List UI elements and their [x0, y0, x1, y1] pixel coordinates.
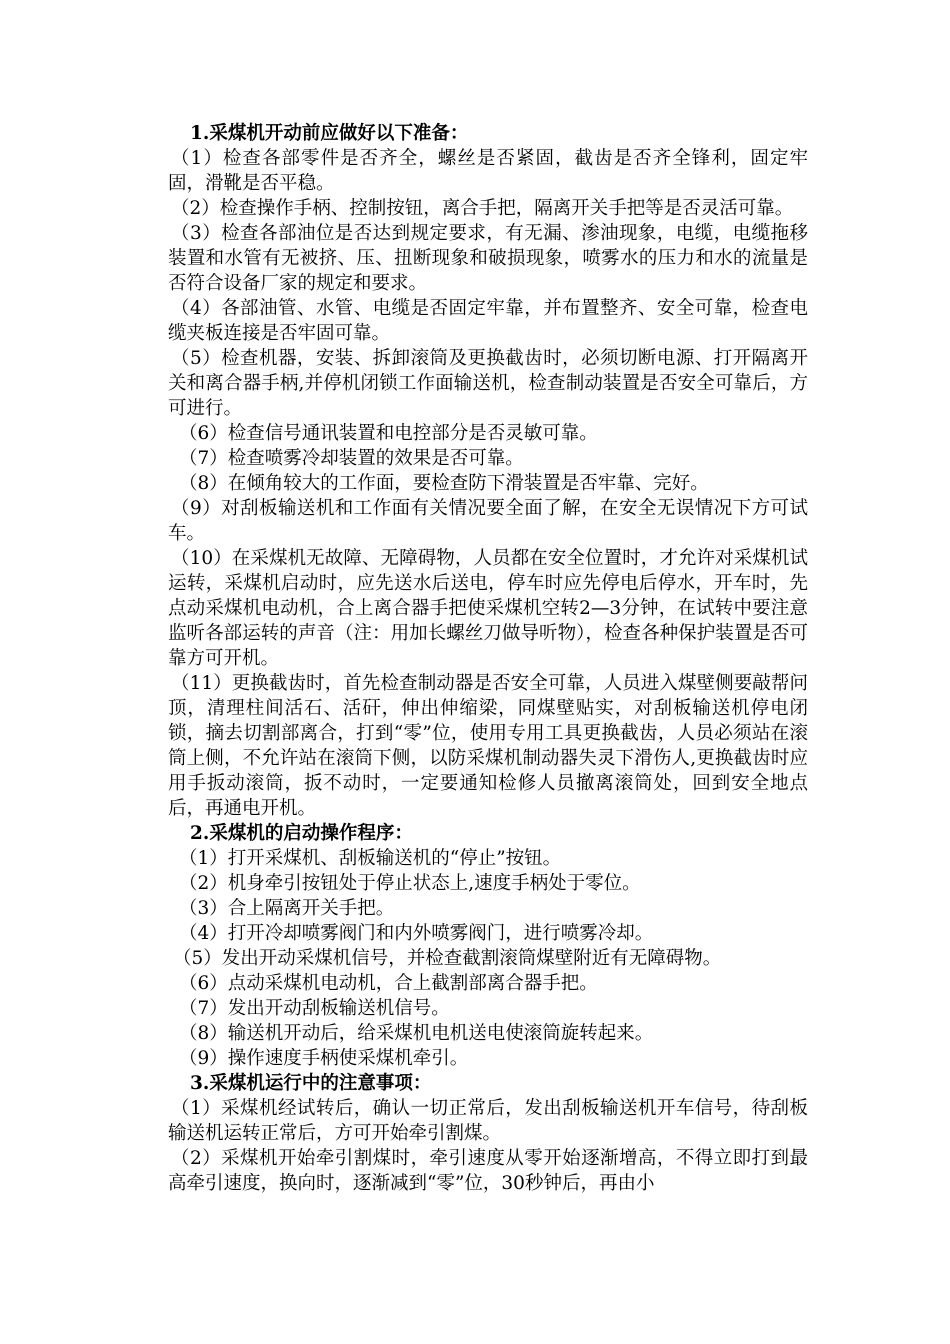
list-item: （8）在倾角较大的工作面，要检查防下滑装置是否牢靠、完好。: [179, 473, 709, 494]
list-item: （4）各部油管、水管、电缆是否固定牢靠，并布置整齐、安全可靠，检查电缆夹板连接是否牢固可靠。: [168, 298, 808, 344]
section-heading: 2.采煤机的启动操作程序：: [190, 823, 413, 844]
list-item: （7）检查喷雾冷却装置的效果是否可靠。: [179, 448, 524, 469]
list-item: （1）打开采煤机、刮板输送机的“停止”按钮。: [179, 848, 562, 869]
section-heading: 3.采煤机运行中的注意事项：: [190, 1073, 432, 1094]
list-item: （3）检查各部油位是否达到规定要求，有无漏、渗油现象，电缆，电缆拖移装置和水管有无被挤、压、扭断现象和破损现象，喷雾水的压力和水的流量是否符合设备厂家的规定和要求。: [168, 223, 808, 294]
list-item: （2）检查操作手柄、控制按钮，离合手把，隔离开关手把等是否灵活可靠。: [171, 198, 794, 219]
list-item: （7）发出开动刮板输送机信号。: [179, 998, 450, 1019]
section-heading: 1.采煤机开动前应做好以下准备：: [190, 123, 469, 144]
list-item: （4）打开冷却喷雾阀门和内外喷雾阀门，进行喷雾冷却。: [179, 923, 654, 944]
list-item: （9）操作速度手柄使采煤机牵引。: [179, 1048, 469, 1069]
list-item: （1）检查各部零件是否齐全，螺丝是否紧固，截齿是否齐全锋利，固定牢固，滑靴是否平稳。: [168, 148, 808, 194]
list-item: （3）合上隔离开关手把。: [179, 898, 395, 919]
list-item: （10）在采煤机无故障、无障碍物，人员都在安全位置时，才允许对采煤机试运转，采煤机启动时，应先送水后送电，停车时应先停电后停水，开车时，先点动采煤机电动机，合上离合器手把使采煤机空转2—3分钟，在试转中要注意监听各部运转的声音（注：用加长螺丝刀做导听物），检查各种保护装置是否可靠方可开机。: [168, 548, 808, 669]
list-item: （11）更换截齿时，首先检查制动器是否安全可靠，人员进入煤壁侧要敲帮问顶，清理柱间活石、活矸，伸出伸缩梁，同煤壁贴实，对刮板输送机停电闭锁，摘去切割部离合，打到“零”位，使用专用工具更换截齿，人员必须站在滚筒上侧，不允许站在滚筒下侧，以防采煤机制动器失灵下滑伤人,更换截齿时应用手扳动滚筒，扳不动时，一定要通知检修人员撤离滚筒处，回到安全地点后，再通电开机。: [168, 673, 808, 819]
document-body: [168, 121, 808, 1196]
list-item: （8）输送机开动后，给采煤机电机送电使滚筒旋转起来。: [179, 1023, 654, 1044]
list-item: （6）点动采煤机电动机，合上截割部离合器手把。: [179, 973, 598, 994]
list-item: （5）检查机器，安装、拆卸滚筒及更换截齿时，必须切断电源、打开隔离开关和离合器手柄,并停机闭锁工作面输送机，检查制动装置是否安全可靠后，方可进行。: [168, 348, 808, 419]
list-item: （1）采煤机经试转后，确认一切正常后，发出刮板输送机开车信号，待刮板输送机运转正常后，方可开始牵引割煤。: [168, 1098, 808, 1144]
list-item: （5）发出开动采煤机信号，并检查截割滚筒煤壁附近有无障碍物。: [173, 948, 722, 969]
list-item: （2）机身牵引按钮处于停止状态上,速度手柄处于零位。: [179, 873, 641, 894]
list-item: （2）采煤机开始牵引割煤时，牵引速度从零开始逐渐增高，不得立即打到最高牵引速度，换向时，逐渐减到“零”位，30秒钟后，再由小: [168, 1148, 808, 1194]
list-item: （6）检查信号通讯装置和电控部分是否灵敏可靠。: [179, 423, 598, 444]
list-item: （9）对刮板输送机和工作面有关情况要全面了解，在安全无误情况下方可试车。: [168, 498, 808, 544]
